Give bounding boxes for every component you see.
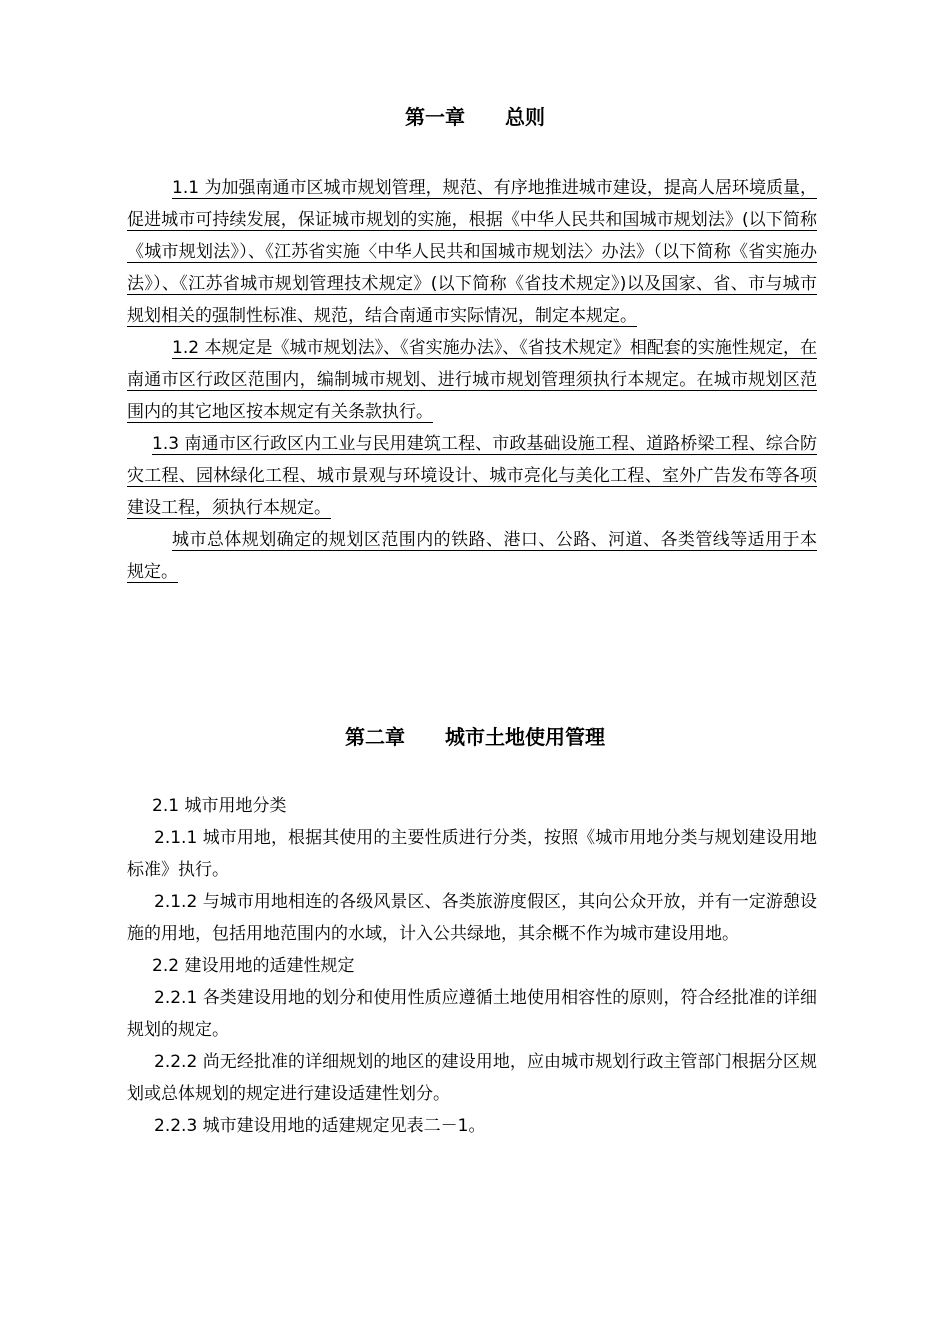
paragraph-1-3: 1.3 南通市区行政区内工业与民用建筑工程、市政基础设施工程、道路桥梁工程、综合防灾工程、园林绿化工程、城市景观与环境设计、城市亮化与美化工程、室外广告发布等各项建设工程，须执行本规定。 — [127, 434, 817, 518]
paragraph-1-2: 1.2 本规定是《城市规划法》、《省实施办法》、《省技术规定》相配套的实施性规定，在南通市区行政区范围内，编制城市规划、进行城市规划管理须执行本规定。在城市规划区范围内的其它地区按本规定有关条款执行。 — [127, 338, 817, 422]
clause-2-1-2: 2.1.2 与城市用地相连的各级风景区、各类旅游度假区，其向公众开放，并有一定游憩设施的用地，包括用地范围内的水域，计入公共绿地，其余概不作为城市建设用地。 — [127, 892, 817, 944]
clause-2-2-2: 2.2.2 尚无经批准的详细规划的地区的建设用地，应由城市规划行政主管部门根据分区规划或总体规划的规定进行建设适建性划分。 — [127, 1052, 817, 1104]
paragraph-1-1: 1.1 为加强南通市区城市规划管理，规范、有序地推进城市建设，提高人居环境质量，促进城市可持续发展，保证城市规划的实施，根据《中华人民共和国城市规划法》(以下简称《城市规划法》）、《江苏省实施〈中华人民共和国城市规划法〉办法》（以下简称《省实施办法》）、《江苏省城市规划管理技术规定》(以下简称《省技术规定》)以及国家、省、市与城市规划相关的强制性标准、规范，结合南通市实际情况，制定本规定。 — [127, 178, 817, 326]
section-2-2: 2.2 建设用地的适建性规定 — [152, 956, 355, 976]
section-2-1: 2.1 城市用地分类 — [152, 796, 287, 816]
paragraph-scope: 城市总体规划确定的规划区范围内的铁路、港口、公路、河道、各类管线等适用于本规定。 — [127, 530, 817, 582]
chapter-1-body — [127, 172, 817, 588]
chapter-2-title: 第二章 城市土地使用管理 — [345, 725, 605, 749]
clause-2-2-1: 2.2.1 各类建设用地的划分和使用性质应遵循土地使用相容性的原则，符合经批准的详细规划的规定。 — [127, 988, 817, 1040]
chapter-2-body — [127, 790, 817, 1142]
chapter-1-title: 第一章 总则 — [405, 105, 545, 129]
clause-2-1-1: 2.1.1 城市用地，根据其使用的主要性质进行分类，按照《城市用地分类与规划建设用地标准》执行。 — [127, 828, 817, 880]
clause-2-2-3: 2.2.3 城市建设用地的适建规定见表二－1。 — [154, 1116, 486, 1136]
